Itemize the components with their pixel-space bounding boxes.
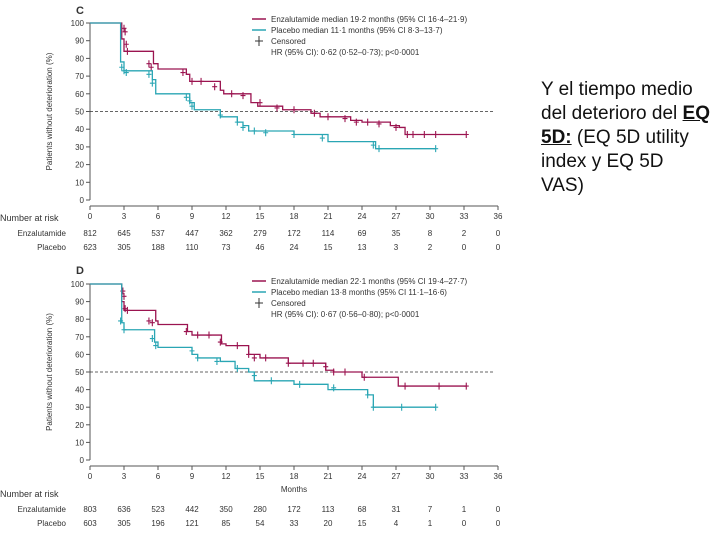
risk-row-label: Placebo — [37, 519, 66, 528]
censor-mark-enzalutamide — [326, 113, 331, 120]
censor-mark-enzalutamide — [207, 332, 212, 339]
x-axis-title: Months — [280, 485, 308, 494]
censor-mark-enzalutamide — [464, 383, 469, 390]
risk-count: 121 — [185, 519, 199, 528]
x-tick-label: 18 — [289, 212, 299, 221]
legend-entry: HR (95% CI): 0·67 (0·56–0·80); p<0·0001 — [271, 310, 420, 319]
y-tick-label: 0 — [79, 456, 84, 465]
censor-mark-placebo — [214, 358, 219, 365]
risk-count: 110 — [185, 243, 199, 252]
censor-mark-enzalutamide — [311, 360, 316, 367]
risk-count: 172 — [287, 229, 301, 238]
risk-table-title: Number at risk — [0, 489, 59, 499]
censor-mark-enzalutamide — [354, 119, 359, 126]
risk-count: 645 — [117, 229, 131, 238]
x-tick-label: 6 — [155, 472, 161, 481]
legend-entry: Censored — [271, 299, 306, 308]
risk-count: 280 — [253, 505, 267, 514]
y-axis-title: Patients without deterioration (%) — [45, 52, 54, 171]
censor-mark-enzalutamide — [343, 369, 348, 376]
x-tick-label: 12 — [221, 212, 231, 221]
x-tick-label: 12 — [221, 472, 231, 481]
censor-mark-enzalutamide — [146, 317, 151, 324]
censor-mark-enzalutamide — [377, 120, 382, 127]
risk-count: 537 — [151, 229, 165, 238]
censor-mark-placebo — [252, 127, 257, 134]
censor-mark-enzalutamide — [343, 115, 348, 122]
y-tick-label: 20 — [75, 160, 84, 170]
y-tick-label: 40 — [75, 125, 84, 135]
y-tick-label: 70 — [75, 72, 84, 82]
risk-count: 305 — [117, 519, 131, 528]
x-tick-label: 27 — [391, 212, 401, 221]
censor-mark-placebo — [365, 391, 370, 398]
censor-mark-placebo — [235, 119, 240, 126]
risk-count: 279 — [253, 229, 267, 238]
km-curve-placebo — [90, 23, 436, 149]
censor-mark-enzalutamide — [235, 342, 240, 349]
censor-mark-enzalutamide — [123, 28, 128, 35]
censor-mark-placebo — [297, 381, 302, 388]
censor-mark-placebo — [252, 372, 257, 379]
risk-count: 20 — [323, 519, 333, 528]
risk-count: 1 — [461, 505, 467, 514]
censor-mark-enzalutamide — [150, 319, 155, 326]
censor-mark-enzalutamide — [394, 124, 399, 131]
censor-mark-placebo — [195, 354, 200, 361]
risk-count: 0 — [495, 505, 501, 514]
risk-count: 447 — [185, 229, 199, 238]
x-tick-label: 15 — [255, 472, 265, 481]
censor-mark-enzalutamide — [241, 92, 246, 99]
caption-line-2: (EQ 5D utility index y EQ 5D VAS) — [541, 127, 689, 196]
x-tick-label: 15 — [255, 212, 265, 221]
risk-count: 196 — [151, 519, 165, 528]
y-tick-label: 100 — [70, 19, 84, 28]
risk-count: 0 — [461, 243, 467, 252]
censor-mark-placebo — [150, 80, 155, 87]
risk-count: 4 — [393, 519, 399, 528]
x-tick-label: 24 — [357, 472, 367, 481]
risk-count: 0 — [461, 519, 467, 528]
y-tick-label: 100 — [70, 280, 84, 289]
risk-count: 54 — [255, 519, 265, 528]
risk-count: 172 — [287, 505, 301, 514]
y-tick-label: 20 — [75, 420, 84, 430]
risk-count: 113 — [321, 505, 335, 514]
x-tick-label: 36 — [493, 472, 503, 481]
panel-letter-D: D — [76, 265, 84, 277]
censor-mark-placebo — [241, 124, 246, 131]
risk-table-title: Number at risk — [0, 213, 59, 223]
risk-count: 73 — [221, 243, 231, 252]
risk-count: 636 — [117, 505, 131, 514]
risk-count: 362 — [219, 229, 233, 238]
x-tick-label: 21 — [323, 472, 333, 481]
censor-mark-enzalutamide — [437, 383, 442, 390]
x-tick-label: 27 — [391, 472, 401, 481]
risk-count: 603 — [83, 519, 97, 528]
censor-mark-enzalutamide — [229, 90, 234, 97]
x-tick-label: 24 — [357, 212, 367, 221]
risk-row-label: Enzalutamide — [17, 229, 66, 238]
km-curve-placebo — [90, 284, 436, 407]
censor-mark-placebo — [433, 404, 438, 411]
risk-count: 114 — [321, 229, 335, 238]
x-tick-label: 33 — [459, 472, 469, 481]
risk-count: 350 — [219, 505, 233, 514]
y-tick-label: 30 — [75, 142, 84, 152]
censor-mark-placebo — [433, 145, 438, 152]
risk-count: 24 — [289, 243, 299, 252]
censor-mark-enzalutamide — [433, 131, 438, 138]
censor-mark-enzalutamide — [365, 119, 370, 126]
censor-mark-enzalutamide — [125, 48, 130, 55]
y-tick-label: 60 — [75, 89, 84, 99]
censor-mark-placebo — [184, 94, 189, 101]
censor-mark-enzalutamide — [422, 131, 427, 138]
risk-count: 3 — [393, 243, 399, 252]
y-tick-label: 40 — [75, 385, 84, 395]
x-tick-label: 3 — [121, 212, 127, 221]
risk-count: 15 — [323, 243, 333, 252]
x-tick-label: 9 — [189, 472, 195, 481]
risk-count: 35 — [391, 229, 401, 238]
risk-count: 31 — [391, 505, 401, 514]
x-tick-label: 6 — [155, 212, 161, 221]
risk-count: 69 — [357, 229, 367, 238]
slide-caption — [541, 78, 711, 198]
x-tick-label: 30 — [425, 472, 435, 481]
y-tick-label: 50 — [75, 368, 84, 377]
legend-entry: Placebo median 13·8 months (95% CI 11·1–16·6) — [271, 288, 447, 297]
risk-count: 68 — [357, 505, 367, 514]
y-tick-label: 60 — [75, 350, 84, 360]
risk-count: 46 — [255, 243, 265, 252]
censor-mark-enzalutamide — [464, 131, 469, 138]
risk-count: 0 — [495, 243, 501, 252]
y-axis-title: Patients without deterioration (%) — [45, 313, 54, 431]
censor-mark-placebo — [146, 71, 151, 78]
caption-emphasis: EQ 5D: — [541, 103, 710, 148]
censor-mark-enzalutamide — [263, 354, 268, 361]
risk-count: 803 — [83, 505, 97, 514]
x-tick-label: 21 — [323, 212, 333, 221]
risk-count: 0 — [495, 229, 501, 238]
censor-mark-placebo — [377, 145, 382, 152]
y-tick-label: 70 — [75, 332, 84, 342]
legend-entry: Enzalutamide median 19·2 months (95% CI 16·4–21·9) — [271, 15, 468, 24]
y-tick-label: 80 — [75, 315, 84, 325]
censor-mark-enzalutamide — [286, 360, 291, 367]
censor-mark-enzalutamide — [323, 363, 328, 370]
x-tick-label: 36 — [493, 212, 503, 221]
y-tick-label: 10 — [75, 178, 84, 188]
legend-entry: Placebo median 11·1 months (95% CI 8·3–13·7) — [271, 26, 443, 35]
risk-row-label: Placebo — [37, 243, 66, 252]
censor-mark-enzalutamide — [403, 383, 408, 390]
y-tick-label: 90 — [75, 297, 84, 307]
legend-censor-symbol — [255, 36, 263, 46]
risk-count: 85 — [221, 519, 231, 528]
y-tick-label: 10 — [75, 438, 84, 448]
risk-count: 442 — [185, 505, 199, 514]
censor-mark-enzalutamide — [252, 354, 257, 361]
censor-mark-placebo — [218, 112, 223, 119]
legend-censor-symbol — [255, 298, 263, 308]
risk-count: 2 — [461, 229, 467, 238]
y-tick-label: 30 — [75, 403, 84, 413]
legend-entry: HR (95% CI): 0·62 (0·52–0·73); p<0·0001 — [271, 48, 420, 57]
censor-mark-enzalutamide — [301, 360, 306, 367]
y-tick-label: 80 — [75, 54, 84, 64]
x-tick-label: 0 — [87, 472, 93, 481]
risk-count: 1 — [427, 519, 433, 528]
censor-mark-enzalutamide — [331, 369, 336, 376]
censor-mark-placebo — [331, 384, 336, 391]
censor-mark-enzalutamide — [411, 131, 416, 138]
caption-line-1: Y el tiempo medio del deterioro del — [541, 79, 693, 124]
risk-count: 2 — [427, 243, 433, 252]
x-tick-label: 0 — [87, 212, 93, 221]
censor-mark-enzalutamide — [180, 69, 185, 76]
risk-count: 0 — [495, 519, 501, 528]
risk-count: 33 — [289, 519, 299, 528]
risk-count: 8 — [427, 229, 433, 238]
x-tick-label: 18 — [289, 472, 299, 481]
censor-mark-placebo — [320, 135, 325, 142]
risk-count: 188 — [151, 243, 165, 252]
censor-mark-enzalutamide — [292, 106, 297, 113]
censor-mark-placebo — [399, 404, 404, 411]
censor-mark-enzalutamide — [312, 110, 317, 117]
censor-mark-enzalutamide — [246, 351, 251, 358]
risk-count: 7 — [427, 505, 433, 514]
censor-mark-placebo — [122, 326, 127, 333]
censor-mark-placebo — [190, 347, 195, 354]
censor-mark-placebo — [292, 131, 297, 138]
risk-row-label: Enzalutamide — [17, 505, 66, 514]
risk-count: 523 — [151, 505, 165, 514]
panel-letter-C: C — [76, 5, 84, 17]
risk-count: 15 — [357, 519, 367, 528]
risk-count: 623 — [83, 243, 97, 252]
x-tick-label: 3 — [121, 472, 127, 481]
y-tick-label: 50 — [75, 107, 84, 117]
y-tick-label: 90 — [75, 36, 84, 46]
censor-mark-placebo — [269, 377, 274, 384]
risk-count: 812 — [83, 229, 97, 238]
censor-mark-enzalutamide — [199, 78, 204, 85]
legend-entry: Enzalutamide median 22·1 months (95% CI 19·4–27·7) — [271, 277, 468, 286]
censor-mark-enzalutamide — [195, 332, 200, 339]
censor-mark-enzalutamide — [275, 104, 280, 111]
risk-count: 13 — [357, 243, 367, 252]
censor-mark-placebo — [263, 129, 268, 136]
y-tick-label: 0 — [79, 196, 84, 205]
censor-mark-enzalutamide — [212, 83, 217, 90]
legend-entry: Censored — [271, 37, 306, 46]
x-tick-label: 33 — [459, 212, 469, 221]
censor-mark-placebo — [371, 404, 376, 411]
x-tick-label: 9 — [189, 212, 195, 221]
x-tick-label: 30 — [425, 212, 435, 221]
risk-count: 305 — [117, 243, 131, 252]
